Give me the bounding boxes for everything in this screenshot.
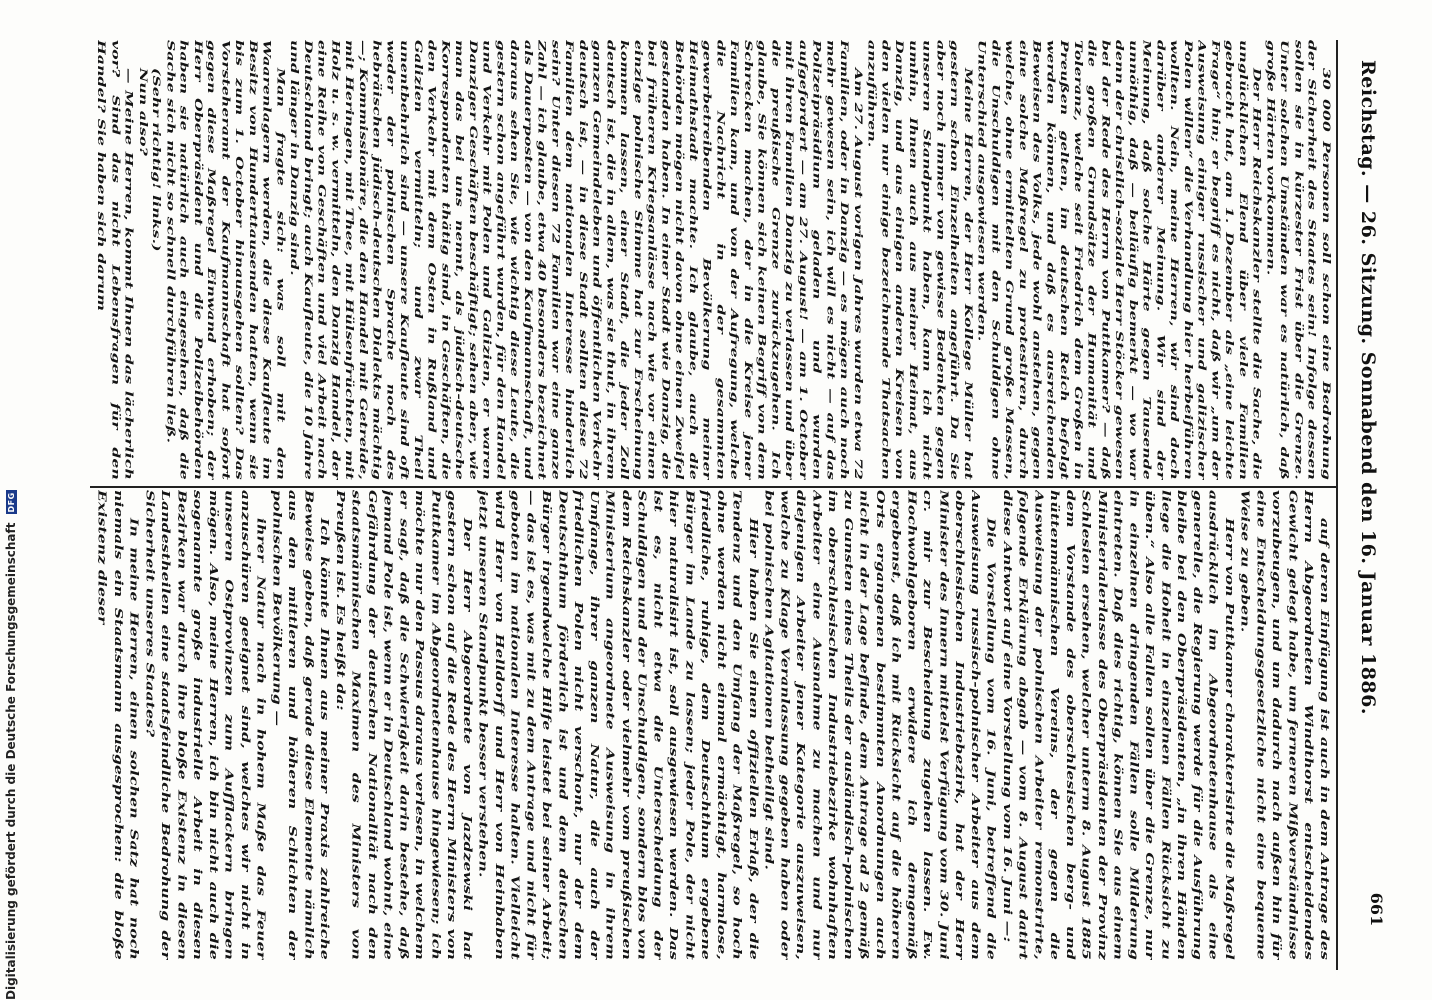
paragraph: Man fragte sich: was soll mit den Waarenlagern werden, die diese Kaufleute im Besitz von Hunderttausenden hatten, wenn sie bis zum 1. October hinausgehen sollten? Das Vorsteheramt der Kaufmannschaft hat sofort gegen diese Maßregel Einwand erhoben; der Herr Oberpräsident und die Polizeibehörden haben sie natürlich auch eingesehen, daß die Sache sich nicht so schnell durchführen ließ. bbox=[164, 40, 287, 480]
paragraph: ihrer Natur nach in hohem Maße das Feuer anzuschüren geeignet sind, welches wir nicht in unseren Ostprovinzen zum Aufflackern bringen mögen. Also, meine Herren, ich bin nicht auch die sogenannte große industrielle Arbeit in diesen Bezirken war durch ihre bloße Existenz in diesen Landestheilen eine staatsfeindliche Bedrohung der Sicherheit unseres Staates? bbox=[143, 490, 269, 960]
text-column-right bbox=[95, 40, 1333, 480]
paragraph: (Sehr richtig! links.) bbox=[150, 68, 164, 252]
paragraph: Der Herr Abgeordnete von Jazdzewski hat gestern schon auf die Rede des Herrn Ministers von Puttkamer im Abgeordnetenhause hingewiesen; ich möchte nur den Passus daraus verlesen, in welchem er sagt, daß die Schwierigkeit darin bestehe, daß jemand Pole ist, wenn er in Deutschland wohnt, eine Gefährdung der deutschen Nationalität nach den staatsmännischen Maximen des Ministers von Preußen ist. Es heißt da: bbox=[334, 490, 476, 960]
paragraph: Herr von Puttkamer charakterisirte die Maßregel ausdrücklich im Abgeordnetenhause als eine generelle, die Regierung werde für die Ausführung bleibe bei den Oberpräsidenten, „in ihren Händen liege die Hoheit in einzelnen Fällen Rücksicht zu üben.“ Also alle Fallen sollen über die Grenze, nur in einzelnen dringenden Fällen solle Milderung eintreten. Daß dies richtig, können Sie aus einem Ministerialerlasse des Oberpräsidenten der Provinz Schlesien ersehen, welcher unterm 8. August 1885 dem Vorstande des oberschlesischen berg- und hüttenmännischen Vereins, der gegen die Ausweisung der polnischen Arbeiter remonstrirte, folgende Erklärung abgab — vom 8. August datirt diese Antwort auf eine Vorstellung vom 16. Juni —: bbox=[1000, 490, 1238, 960]
paragraph: Am 27. August vorigen Jahres wurden etwa 72 Familien, oder in Danzig — es mögen auch noch mehr gewesen sein, ich will es nicht — auf das Polizeipräsidium geladen und wurden aufgefordert — am 27. August! — am 1. October mit ihren Familien Danzig zu verlassen und über die preußische Grenze zurückzugehen. Ich glaube, Sie können sich keinen Begriff von dem Schrecken machen, der in die Kreise jener Familien kam, und von der Aufregung, welche die Nachricht in der gesammten gewerbetreibenden Bevölkerung meiner Heimathstadt machte. Ich glaube, auch die Behörden mögen nicht davon ohne einen Zweifel gestanden haben. In einer Stadt wie Danzig, die bei früheren Kriegsanlässe nach wie vor einen einzige polnische Stimme hat zur Erscheinung kommen lassen, einer Stadt, die jeder Zoll deutsch ist, die in allem, was sie thut, in ihrem ganzen Gemeindeleben und öffentlichen Verkehr deutsch ist, — in diese Stadt sollten diese 72 Familien dem nationalen Interesse hinderlich sein? Unter diesen 72 Familien war eine ganze Zahl — ich glaube, etwa 40 besonders bezeichnet als Dauerposten — von den Kaufmannschaft, und daraus sehen Sie, wie wichtig diese Leute, die gestern schon angeführt wurden, für den Handel und Verkehr mit Polen und Galizien, er waren Danziger Geschäften beschäftigt; sehen aber, wie man das bei uns nennt, als jüdisch-deutsche Korrespondenten thätig sind, in Geschäften, die den Verkehr mit dem Osten in Rußland und Galizien vermitteln; und zwar Theil unentbehrlich sind — unsere Kaufleute sind oft weder der polnischen Sprache noch des hebräischen jüdisch-deutschen Dialekts mächtig —; Kommissionäre, die den Handel mit Getreide, mit Heringen, mit Thee, mit Hülsenfrüchten, mit Holz u. s. w. vermitteln, den Danzig Handel, der eine Reihe von Geschäften und viel Arbeit nach Deutschland bringt; auch Kaufleute, die 10 Jahre und länger in Danzig sind. bbox=[288, 40, 865, 480]
text-column-left bbox=[95, 490, 1333, 960]
paragraph: Nun also? bbox=[137, 68, 150, 156]
column-divider bbox=[1336, 40, 1338, 970]
paragraph: Meine Herren, der Herr Kollege Müller hat gestern schon Einzelheiten angeführt. Da Sie aber noch immer von gewisse Bedenken gegen unseren Standpunkt haben, kann ich nicht umhin, Ihnen auch aus meiner Heimat, aus Danzig, und aus einigen anderen Kreisen von den vielen nur einige bezeichnende Thatsachen anzuführen. bbox=[866, 40, 975, 480]
text-column-right-content bbox=[95, 40, 1333, 480]
digitization-credit-strip bbox=[0, 0, 28, 1000]
paragraph: Ich könnte Ihnen aus meiner Praxis zahlreiche Beweise geben, daß gerade diese Elemente nämlich aus den mittleren und höheren Schichten der polnischen Bevölkerung — bbox=[270, 490, 333, 960]
paragraph: In meine Herren, einen solchen Satz hat noch niemals ein Staatsmann ausgesprochen: die bloße Existenz dieser bbox=[96, 490, 142, 960]
digitization-credit bbox=[4, 492, 18, 1000]
section-divider bbox=[90, 486, 1336, 488]
running-head-text: Reichstag. — 26. Sitzung. Sonnabend den 16. Januar 1886. bbox=[1357, 60, 1379, 715]
page-number: 661 bbox=[1367, 892, 1387, 927]
paragraph: — Meine Herren, kommt Ihnen das lächerlich vor? Sind das nicht Lebensfragen für den Handel? Sie haben sich darum bbox=[95, 40, 136, 480]
digitization-credit-text: Digitalisierung gefördert durch die Deutsche Forschungsgemeinschaft bbox=[4, 522, 18, 1000]
text-column-left-content bbox=[95, 490, 1333, 960]
paragraph: Der Herr Reichskanzler stellte die Sache, die unglücklichen Elend über viele Familien gebracht hat, am 1. Dezember als „eine leichte Frage“ hin; er begriff es nicht, daß wir „um der Ausweisung einiger russischer und galizischer Polen willen“ die Verhandlung hier herbeiführen wollten. Nein, meine Herren, wir sind doch darüber anderer Meinung. Wir sind der Meinung, daß solche Härte gegen Tausende unnöthig, daß — beiläufig bemerkt — wo war denn der christlich-soziale Herr Stöcker gewesen bei der Rede des Herrn von Puttkamer? — daß die großen Grundsätze der Humanität und Toleranz, welche seit Friedrich dem Großen in Preußen gelten, im deutschen Reich befolgt werden können, und daß es ausreichenden Beweisen des Volks, jede wohl anstehen, gegen eine solche Maßregel zu protestiren, durch welche, ohne ermittelten Grund große Massen, die Unschuldigen mit den Schuldigen ohne Unterschied ausgewiesen werden. bbox=[976, 40, 1264, 480]
paragraph: auf deren Einfügung ist auch in dem Antrage des Herrn Abgeordneten Windthorst entscheidendes Gewicht gelegt habe, um ferneren Mißverständnisse vorzubeugen, und um dadurch nach außen hin für eine Entscheidungsgesetzliche nicht eine bequeme Weise zu geben. bbox=[1238, 490, 1333, 960]
dfg-logo-icon: DFG bbox=[7, 492, 16, 513]
paragraph: Die Vorstellung vom 16. Juni, betreffend die Ausweisung russisch-polnischer Arbeiter aus dem oberschlesischen Industriebezirk, hat der Herr Minister des Innern mittelst Verfügung vom 30. Juni cr. mir zur Bescheidung zugehen lassen. Ew. Hochwohlgeboren erwidere ich demgemäß ergebenst, daß ich mit Rücksicht auf die höheren Orts ergangenen bestimmten Anordnungen auch nicht in der Lage befinde, dem Antrage ad 2 gemäß zu Gunsten eines Theils der ausländisch-polnischen im oberschlesischen Industriebezirke wohnhaften Arbeiter eine Ausnahme zu machen und nur diejenigen Arbeiter jener Kategorie auszuweisen, welche zu Klage Veranlassung gegeben haben oder bei polnischen Agitationen betheiligt sind. bbox=[762, 490, 999, 960]
running-head bbox=[1345, 60, 1385, 960]
paragraph: 30 000 Personen soll schon eine Bedrohung der Sicherheit des Staates sein! Infolge dessen sollen sie in kürzester Frist über die Grenze. Unter solchen Umständen war es natürlich, daß große Härten vorkommen. bbox=[1265, 40, 1333, 480]
paragraph: Hier haben Sie einen offiziellen Erlaß, der die Tendenz und den Umfang der Maßregel, so hoch ohne werden nicht einmal ermächtigt, harmlose, friedliche, ruhige, dem Deutschthum ergebene Bürger im Lande zu lassen; jeder Pole, der nicht hier naturalisirt ist, soll ausgewiesen werden. Das ist es, nicht etwa die Unterscheidung der Schuldigen und der Unschuldigen, sondern blos von dem Reichskanzler oder vielmehr vom preußischen Ministerium angeordnete Ausweisung in ihrem Umfange, ihrer ganzen Natur, die auch der friedlichen Polen nicht verschont, nur der dem Deutschthum förderlich ist und dem deutschen Bürger irgendwelche Hilfe leistet bei seiner Arbeit; — das ist es, was mit zu dem Antrage und nicht für geboten im nationalen Interesse halten. Vielleicht wird Herr von Helldorff und Herr von Heinbaben jetzt unseren Standpunkt besser verstehen. bbox=[477, 490, 761, 960]
